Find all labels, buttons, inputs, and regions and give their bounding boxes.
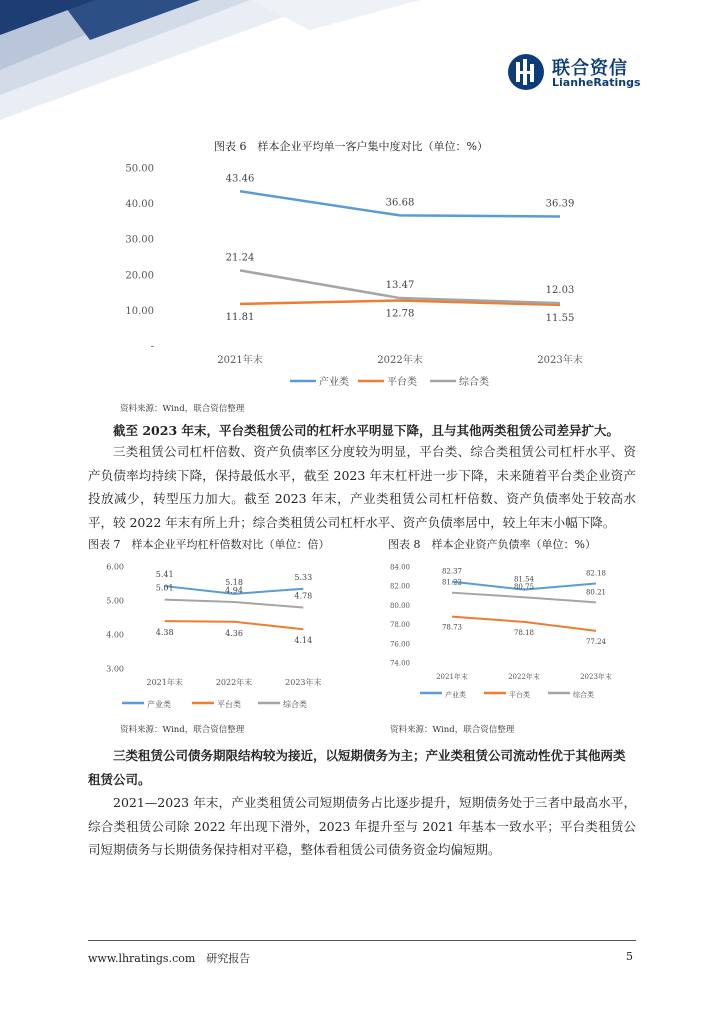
y-tick-label: 76.00	[389, 640, 410, 649]
figure-8-chart	[370, 556, 652, 714]
data-label: 4.78	[294, 591, 313, 601]
legend-label-2: 综合类	[459, 377, 489, 388]
data-label: 36.68	[385, 197, 415, 209]
data-label: 12.78	[385, 308, 415, 320]
x-tick-label: 2023年末	[285, 678, 322, 687]
data-label: 5.01	[155, 583, 174, 593]
data-label: 78.18	[513, 628, 535, 637]
data-label: 11.55	[545, 312, 575, 324]
lianhe-logo-icon	[506, 52, 546, 92]
y-tick-label: 40.00	[125, 199, 154, 211]
logo-text-en: LianheRatings	[552, 76, 641, 89]
series-line-2	[452, 593, 596, 603]
data-label: 12.03	[545, 285, 575, 297]
data-label: 82.18	[585, 569, 607, 578]
y-tick-label: 10.00	[125, 305, 154, 317]
legend-label-2: 综合类	[573, 691, 594, 699]
data-label: 78.73	[441, 623, 463, 632]
legend-label-2: 综合类	[283, 700, 307, 709]
data-label: 36.39	[545, 198, 575, 210]
data-label: 81.22	[441, 578, 463, 587]
y-tick-label: 74.00	[389, 659, 410, 668]
figure-6-chart	[100, 158, 660, 393]
x-tick-label: 2022年末	[377, 355, 423, 366]
y-tick-label: 6.00	[106, 562, 124, 572]
section-2-heading: 三类租赁公司债务期限结构较为接近，以短期债务为主；产业类租赁公司流动性优于其他两类租赁公司。	[88, 748, 626, 787]
y-tick-label: 20.00	[125, 270, 154, 282]
data-label: 4.36	[225, 628, 243, 638]
legend-label-0: 产业类	[147, 700, 171, 709]
section-2-body: 2021—2023 年末，产业类租赁公司短期债务占比逐步提升，短期债务处于三者中最高水平，综合类租赁公司除 2022 年出现下滑外，2023 年提升至与 2021 年基本一致水平；平台类租赁公司短期债务与长期债务保持相对平稳，整体看租赁公司债务资金均偏短期。	[88, 795, 636, 857]
data-label: 5.18	[225, 577, 243, 587]
figure-7-source: 资料来源：Wind，联合资信整理	[120, 725, 245, 735]
x-tick-label: 2023年末	[580, 673, 612, 681]
figure-6-title: 图表 6 样本企业平均单一客户集中度对比（单位：%）	[214, 140, 488, 153]
y-tick-label: 80.00	[389, 601, 410, 610]
y-tick-label: 30.00	[125, 234, 154, 246]
section-1-body: 三类租赁公司杠杆倍数、资产负债率区分度较为明显，平台类、综合类租赁公司杠杆水平、资产负债率均持续下降，保持最低水平，截至 2023 年末杠杆进一步下降，未来随着平台类企业资产投放减少，转型压力加大。截至 2023 年末，产业类租赁公司杠杆倍数、资产负债率处于较高水平，较 2022 年末有所上升；综合类租赁公司杠杆水平、资产负债率居中，较上年末小幅下降。	[88, 444, 636, 530]
x-tick-label: 2022年末	[508, 673, 540, 681]
logo-text-cn: 联合资信	[552, 58, 628, 79]
data-label: 11.81	[225, 311, 255, 323]
data-label: 5.33	[294, 572, 313, 582]
legend-label-1: 平台类	[509, 691, 530, 699]
data-label: 82.37	[441, 567, 463, 576]
data-label: 77.24	[585, 637, 607, 646]
data-label: 4.14	[294, 636, 313, 646]
y-tick-label: 3.00	[106, 664, 124, 674]
data-label: 4.94	[225, 586, 243, 596]
x-tick-label: 2023年末	[537, 355, 583, 366]
y-tick-label: -	[150, 341, 154, 353]
y-tick-label: 5.00	[106, 596, 124, 606]
footer-divider	[88, 940, 636, 941]
section-1-heading: 截至 2023 年末，平台类租赁公司的杠杆水平明显下降，且与其他两类租赁公司差异扩大。	[113, 423, 619, 438]
y-tick-label: 84.00	[389, 563, 410, 572]
legend-label-0: 产业类	[445, 691, 466, 699]
y-tick-label: 78.00	[389, 621, 410, 630]
figure-8-source: 资料来源：Wind，联合资信整理	[390, 725, 515, 735]
data-label: 4.38	[155, 628, 174, 638]
figure-7-title: 图表 7 样本企业平均杠杆倍数对比（单位：倍）	[88, 538, 330, 551]
figure-6-source: 资料来源：Wind，联合资信整理	[120, 404, 245, 414]
data-label: 80.21	[585, 588, 607, 597]
lianhe-logo	[506, 52, 646, 96]
data-label: 43.46	[225, 173, 255, 185]
legend-label-1: 平台类	[217, 700, 241, 709]
y-tick-label: 82.00	[389, 582, 410, 591]
y-tick-label: 50.00	[125, 163, 154, 175]
figure-7-chart	[88, 556, 358, 714]
data-label: 21.24	[225, 252, 255, 264]
page-number: 5	[626, 950, 633, 963]
x-tick-label: 2021年末	[436, 673, 468, 681]
footer-website: www.lhratings.com 研究报告	[88, 952, 251, 965]
data-label: 13.47	[385, 280, 415, 292]
figure-8-title: 图表 8 样本企业资产负债率（单位：%）	[388, 538, 596, 551]
x-tick-label: 2022年末	[215, 678, 253, 687]
series-line-2	[165, 600, 304, 608]
legend-label-1: 平台类	[387, 377, 417, 388]
legend-label-0: 产业类	[319, 377, 349, 388]
data-label: 5.41	[155, 570, 174, 580]
data-label: 80.75	[513, 583, 535, 592]
y-tick-label: 4.00	[106, 630, 124, 640]
x-tick-label: 2021年末	[146, 678, 183, 687]
x-tick-label: 2021年末	[217, 355, 263, 366]
data-label: 81.54	[513, 575, 535, 584]
